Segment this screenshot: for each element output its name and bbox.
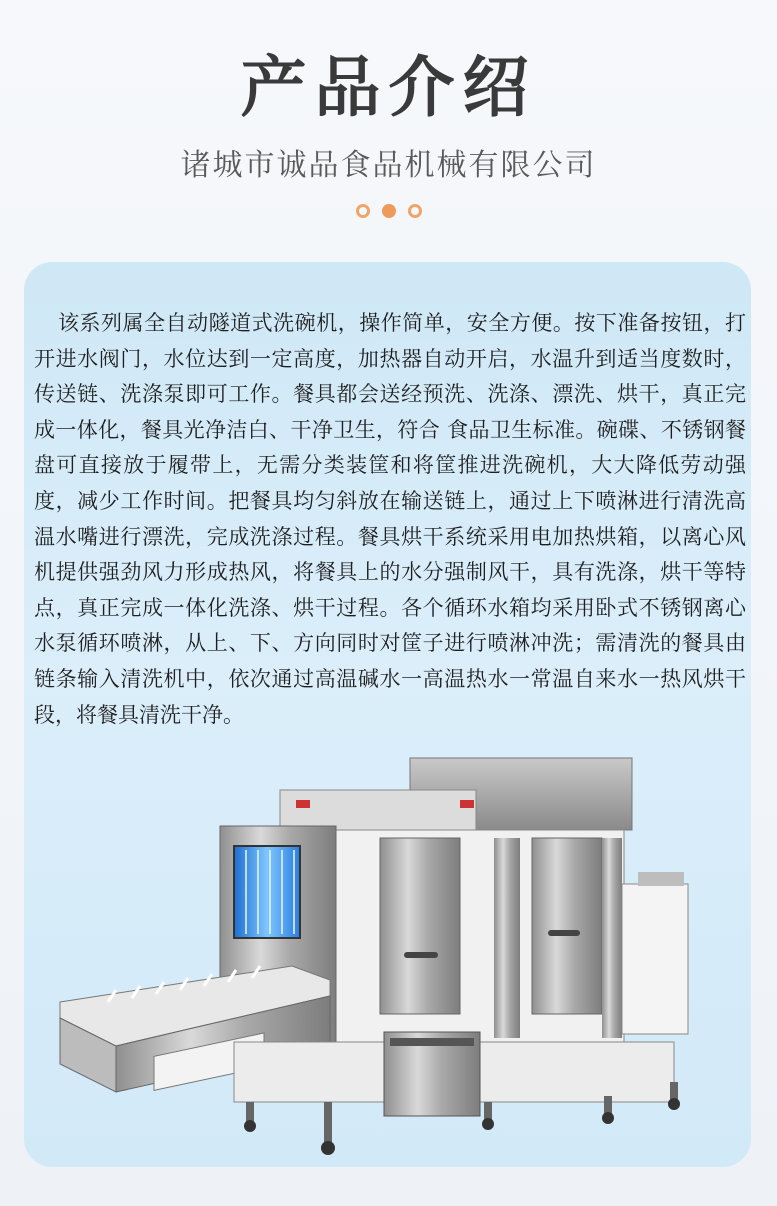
dot-ring-icon bbox=[408, 204, 422, 218]
dot-ring-icon bbox=[356, 204, 370, 218]
dot-filled-icon bbox=[382, 204, 396, 218]
page-title: 产品介绍 bbox=[240, 48, 537, 126]
decorative-dots bbox=[0, 204, 777, 218]
dishwasher-machine-image bbox=[24, 752, 751, 1167]
product-description: 该系列属全自动隧道式洗碗机，操作简单，安全方便。按下准备按钮，打开进水阀门，水位达到一定高度，加热器自动开启，水温升到适当度数时，传送链、洗涤泵即可工作。餐具都会送经预洗、洗涤、漂洗、烘干，真正完成一体化，餐具光净洁白、干净卫生，符合 食品卫生标准。碗碟、不锈钢餐盘可直接放于履带上，无需分类装筐和将筐推进洗碗机，大大降低劳动强度，减少工作时间。把餐具均匀斜放在输送链上，通过上下喷淋进行清洗高温水嘴进行漂洗，完成洗涤过程。餐具烘干系统采用电加热烘箱，以离心风机提供强劲风力形成热风，将餐具上的水分强制风干，具有洗涤，烘干等特点，真正完成一体化洗涤、烘干过程。各个循环水箱均采用卧式不锈钢离心水泵循环喷淋，从上、下、方向同时对筐子进行喷淋冲洗；需清洗的餐具由链条输入清洗机中，依次通过高温碱水一高温热水一常温自来水一热风烘干段，将餐具清洗干净。 bbox=[34, 311, 746, 727]
product-card bbox=[24, 262, 751, 1167]
company-name: 诸城市诚品食品机械有限公司 bbox=[180, 148, 597, 183]
